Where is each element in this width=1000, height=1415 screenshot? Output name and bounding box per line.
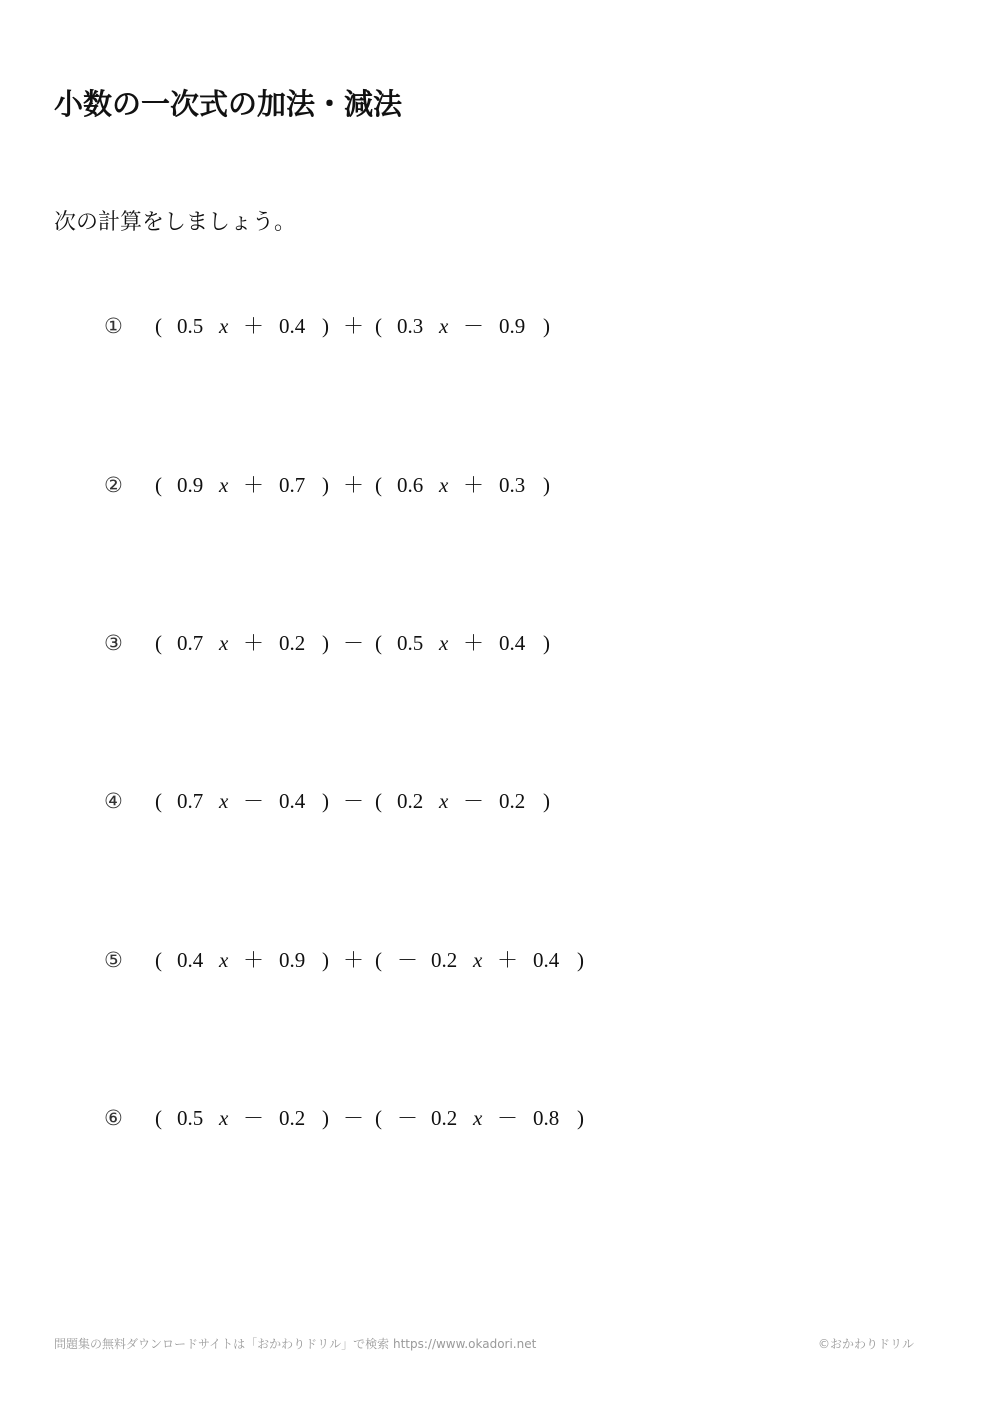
coefficient-number: 0.9 (177, 473, 204, 497)
close-paren: ) (322, 948, 329, 972)
instruction-text: 次の計算をしましょう。 (54, 210, 297, 235)
problem-number: ② (104, 473, 123, 497)
minus-sign: － (243, 1106, 264, 1130)
coefficient-number: 0.2 (431, 1106, 458, 1130)
open-paren: ( (155, 948, 162, 972)
open-paren: ( (375, 789, 382, 813)
minus-sign: － (497, 1106, 518, 1130)
coefficient-number: 0.5 (397, 631, 424, 655)
open-paren: ( (375, 631, 382, 655)
coefficient-number: 0.7 (177, 631, 204, 655)
coefficient-number: 0.2 (397, 789, 424, 813)
open-paren: ( (375, 948, 382, 972)
coefficient-number: 0.2 (279, 631, 306, 655)
coefficient-number: 0.9 (279, 948, 306, 972)
open-paren: ( (155, 314, 162, 338)
problem-number: ⑥ (104, 1106, 123, 1130)
coefficient-number: 0.5 (177, 1106, 204, 1130)
problem-row (0, 470, 700, 500)
plus-sign: ＋ (243, 314, 264, 338)
variable-x: x (473, 948, 483, 972)
open-paren: ( (155, 1106, 162, 1130)
footer-copyright: ©おかわりドリル (818, 1337, 915, 1351)
coefficient-number: 0.9 (499, 314, 526, 338)
minus-sign: － (463, 314, 484, 338)
open-paren: ( (375, 314, 382, 338)
problem-number: ⑤ (104, 948, 123, 972)
open-paren: ( (155, 473, 162, 497)
plus-sign: ＋ (243, 631, 264, 655)
variable-x: x (219, 1106, 229, 1130)
problem-row (0, 945, 700, 975)
open-paren: ( (155, 631, 162, 655)
coefficient-number: 0.3 (397, 314, 424, 338)
problem-number: ③ (104, 631, 123, 655)
plus-sign: ＋ (463, 473, 484, 497)
problem-row (0, 628, 700, 658)
variable-x: x (439, 473, 449, 497)
problem-row (0, 311, 700, 341)
coefficient-number: 0.4 (279, 314, 306, 338)
page-title: 小数の一次式の加法・減法 (54, 87, 403, 121)
minus-sign: － (343, 789, 364, 813)
close-paren: ) (322, 1106, 329, 1130)
close-paren: ) (577, 948, 584, 972)
minus-sign: － (397, 1106, 418, 1130)
variable-x: x (219, 631, 229, 655)
problem-row (0, 1103, 700, 1133)
variable-x: x (439, 631, 449, 655)
variable-x: x (219, 314, 229, 338)
coefficient-number: 0.7 (279, 473, 306, 497)
close-paren: ) (543, 789, 550, 813)
open-paren: ( (375, 473, 382, 497)
coefficient-number: 0.4 (279, 789, 306, 813)
minus-sign: － (397, 948, 418, 972)
close-paren: ) (322, 789, 329, 813)
coefficient-number: 0.4 (177, 948, 204, 972)
minus-sign: － (243, 789, 264, 813)
minus-sign: － (463, 789, 484, 813)
coefficient-number: 0.6 (397, 473, 424, 497)
variable-x: x (219, 473, 229, 497)
close-paren: ) (543, 314, 550, 338)
plus-sign: ＋ (343, 473, 364, 497)
minus-sign: － (343, 1106, 364, 1130)
variable-x: x (439, 789, 449, 813)
problem-number: ④ (104, 789, 123, 813)
variable-x: x (439, 314, 449, 338)
problem-row (0, 786, 700, 816)
coefficient-number: 0.4 (499, 631, 526, 655)
variable-x: x (473, 1106, 483, 1130)
coefficient-number: 0.4 (533, 948, 560, 972)
coefficient-number: 0.7 (177, 789, 204, 813)
coefficient-number: 0.5 (177, 314, 204, 338)
close-paren: ) (322, 314, 329, 338)
plus-sign: ＋ (497, 948, 518, 972)
coefficient-number: 0.8 (533, 1106, 560, 1130)
open-paren: ( (375, 1106, 382, 1130)
plus-sign: ＋ (343, 314, 364, 338)
coefficient-number: 0.2 (431, 948, 458, 972)
close-paren: ) (322, 631, 329, 655)
close-paren: ) (543, 473, 550, 497)
plus-sign: ＋ (243, 948, 264, 972)
coefficient-number: 0.3 (499, 473, 526, 497)
minus-sign: － (343, 631, 364, 655)
coefficient-number: 0.2 (499, 789, 526, 813)
problem-number: ① (104, 314, 123, 338)
plus-sign: ＋ (243, 473, 264, 497)
open-paren: ( (155, 789, 162, 813)
close-paren: ) (322, 473, 329, 497)
plus-sign: ＋ (343, 948, 364, 972)
variable-x: x (219, 948, 229, 972)
close-paren: ) (543, 631, 550, 655)
close-paren: ) (577, 1106, 584, 1130)
plus-sign: ＋ (463, 631, 484, 655)
variable-x: x (219, 789, 229, 813)
footer-site-text: 問題集の無料ダウンロードサイトは「おかわりドリル」で検索 https://www.okadori.net (54, 1337, 537, 1351)
coefficient-number: 0.2 (279, 1106, 306, 1130)
